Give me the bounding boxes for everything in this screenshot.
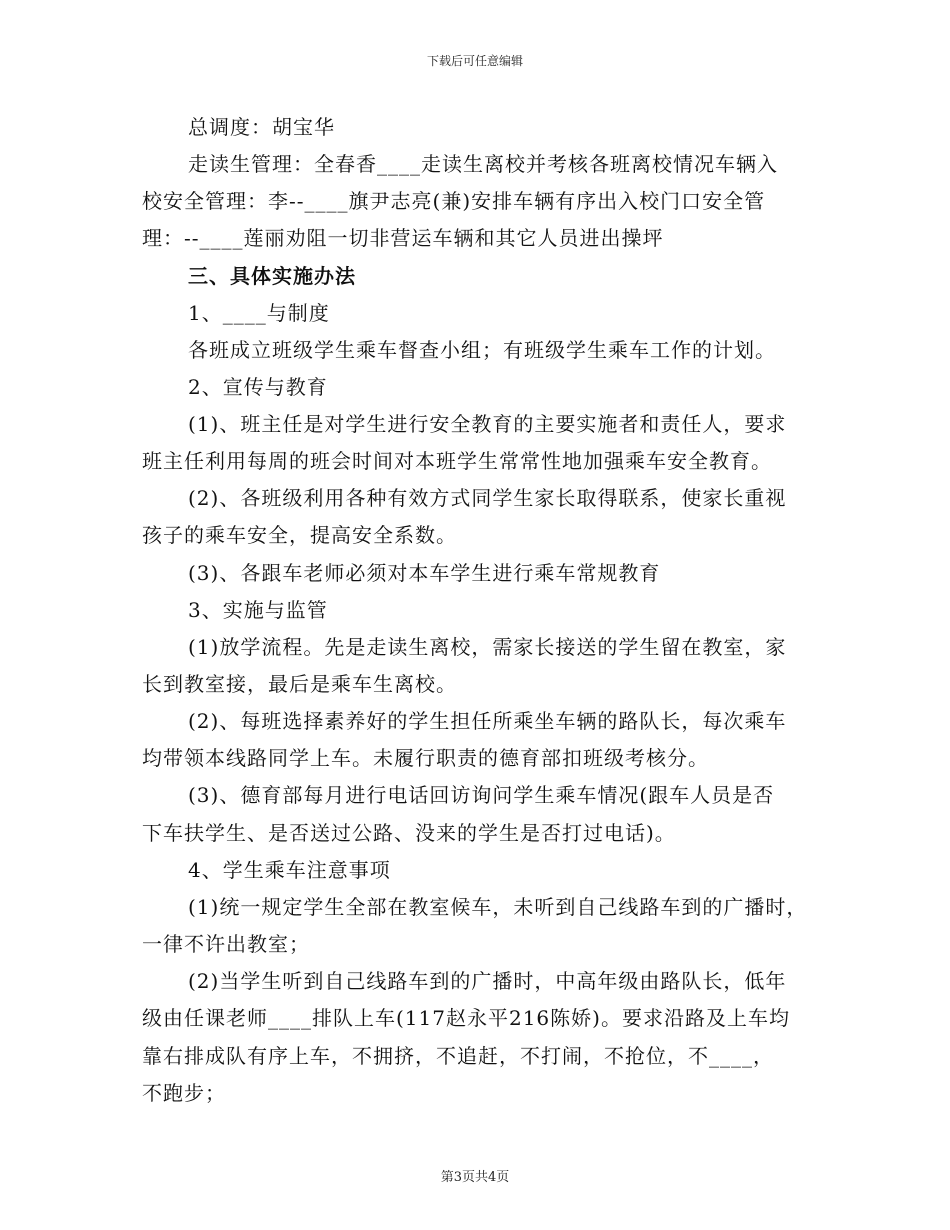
text-line: (2)当学生听到自己线路车到的广播时，中高年级由路队长，低年 — [188, 969, 787, 993]
text-line: 靠右排成队有序上车，不拥挤，不追赶，不打闹，不抢位，不____， — [142, 1044, 774, 1068]
text-line: 级由任课老师____排队上车(117赵永平216陈娇)。要求沿路及上车均 — [142, 1006, 790, 1030]
text-line: 走读生管理：全春香____走读生离校并考核各班离校情况车辆入 — [188, 152, 778, 176]
text-line: (3)、各跟车老师必须对本车学生进行乘车常规教育 — [188, 561, 661, 585]
text-line: 长到教室接，最后是乘车生离校。 — [142, 672, 457, 696]
text-line: (3)、德育部每月进行电话回访询问学生乘车情况(跟车人员是否 — [188, 783, 775, 807]
text-line: 总调度：胡宝华 — [188, 115, 335, 139]
text-line: (1)统一规定学生全部在教室候车，未听到自己线路车到的广播时， — [188, 895, 808, 919]
page-footer: 第3页共4页 — [440, 1170, 510, 1185]
subsection-heading: 3、实施与监管 — [188, 598, 328, 622]
text-line: (2)、每班选择素养好的学生担任所乘坐车辆的路队长，每次乘车 — [188, 709, 787, 733]
section-heading: 三、具体实施办法 — [188, 264, 356, 288]
text-line: 校安全管理：李--____旗尹志亮(兼)安排车辆有序出入校门口安全管 — [142, 189, 766, 213]
page-header: 下载后可任意编辑 — [426, 54, 523, 68]
text-line: 下车扶学生、是否送过公路、没来的学生是否打过电话)。 — [142, 821, 676, 845]
text-line: (1)、班主任是对学生进行安全教育的主要实施者和责任人，要求 — [188, 412, 787, 436]
text-line: 不跑步； — [142, 1081, 226, 1105]
text-line: 各班成立班级学生乘车督查小组；有班级学生乘车工作的计划。 — [188, 338, 776, 362]
text-line: 孩子的乘车安全，提高安全系数。 — [142, 523, 457, 547]
text-line: 均带领本线路同学上车。未履行职责的德育部扣班级考核分。 — [142, 746, 709, 770]
subsection-heading: 2、宣传与教育 — [188, 375, 328, 399]
text-line: 班主任利用每周的班会时间对本班学生常常性地加强乘车安全教育。 — [142, 449, 772, 473]
text-line: (2)、各班级利用各种有效方式同学生家长取得联系，使家长重视 — [188, 486, 787, 510]
text-line: 理：--____莲丽劝阻一切非营运车辆和其它人员进出操坪 — [142, 226, 664, 250]
text-line: (1)放学流程。先是走读生离校，需家长接送的学生留在教室，家 — [188, 635, 787, 659]
subsection-heading: 1、____与制度 — [188, 301, 330, 325]
subsection-heading: 4、学生乘车注意事项 — [188, 858, 391, 882]
text-line: 一律不许出教室； — [142, 932, 310, 956]
